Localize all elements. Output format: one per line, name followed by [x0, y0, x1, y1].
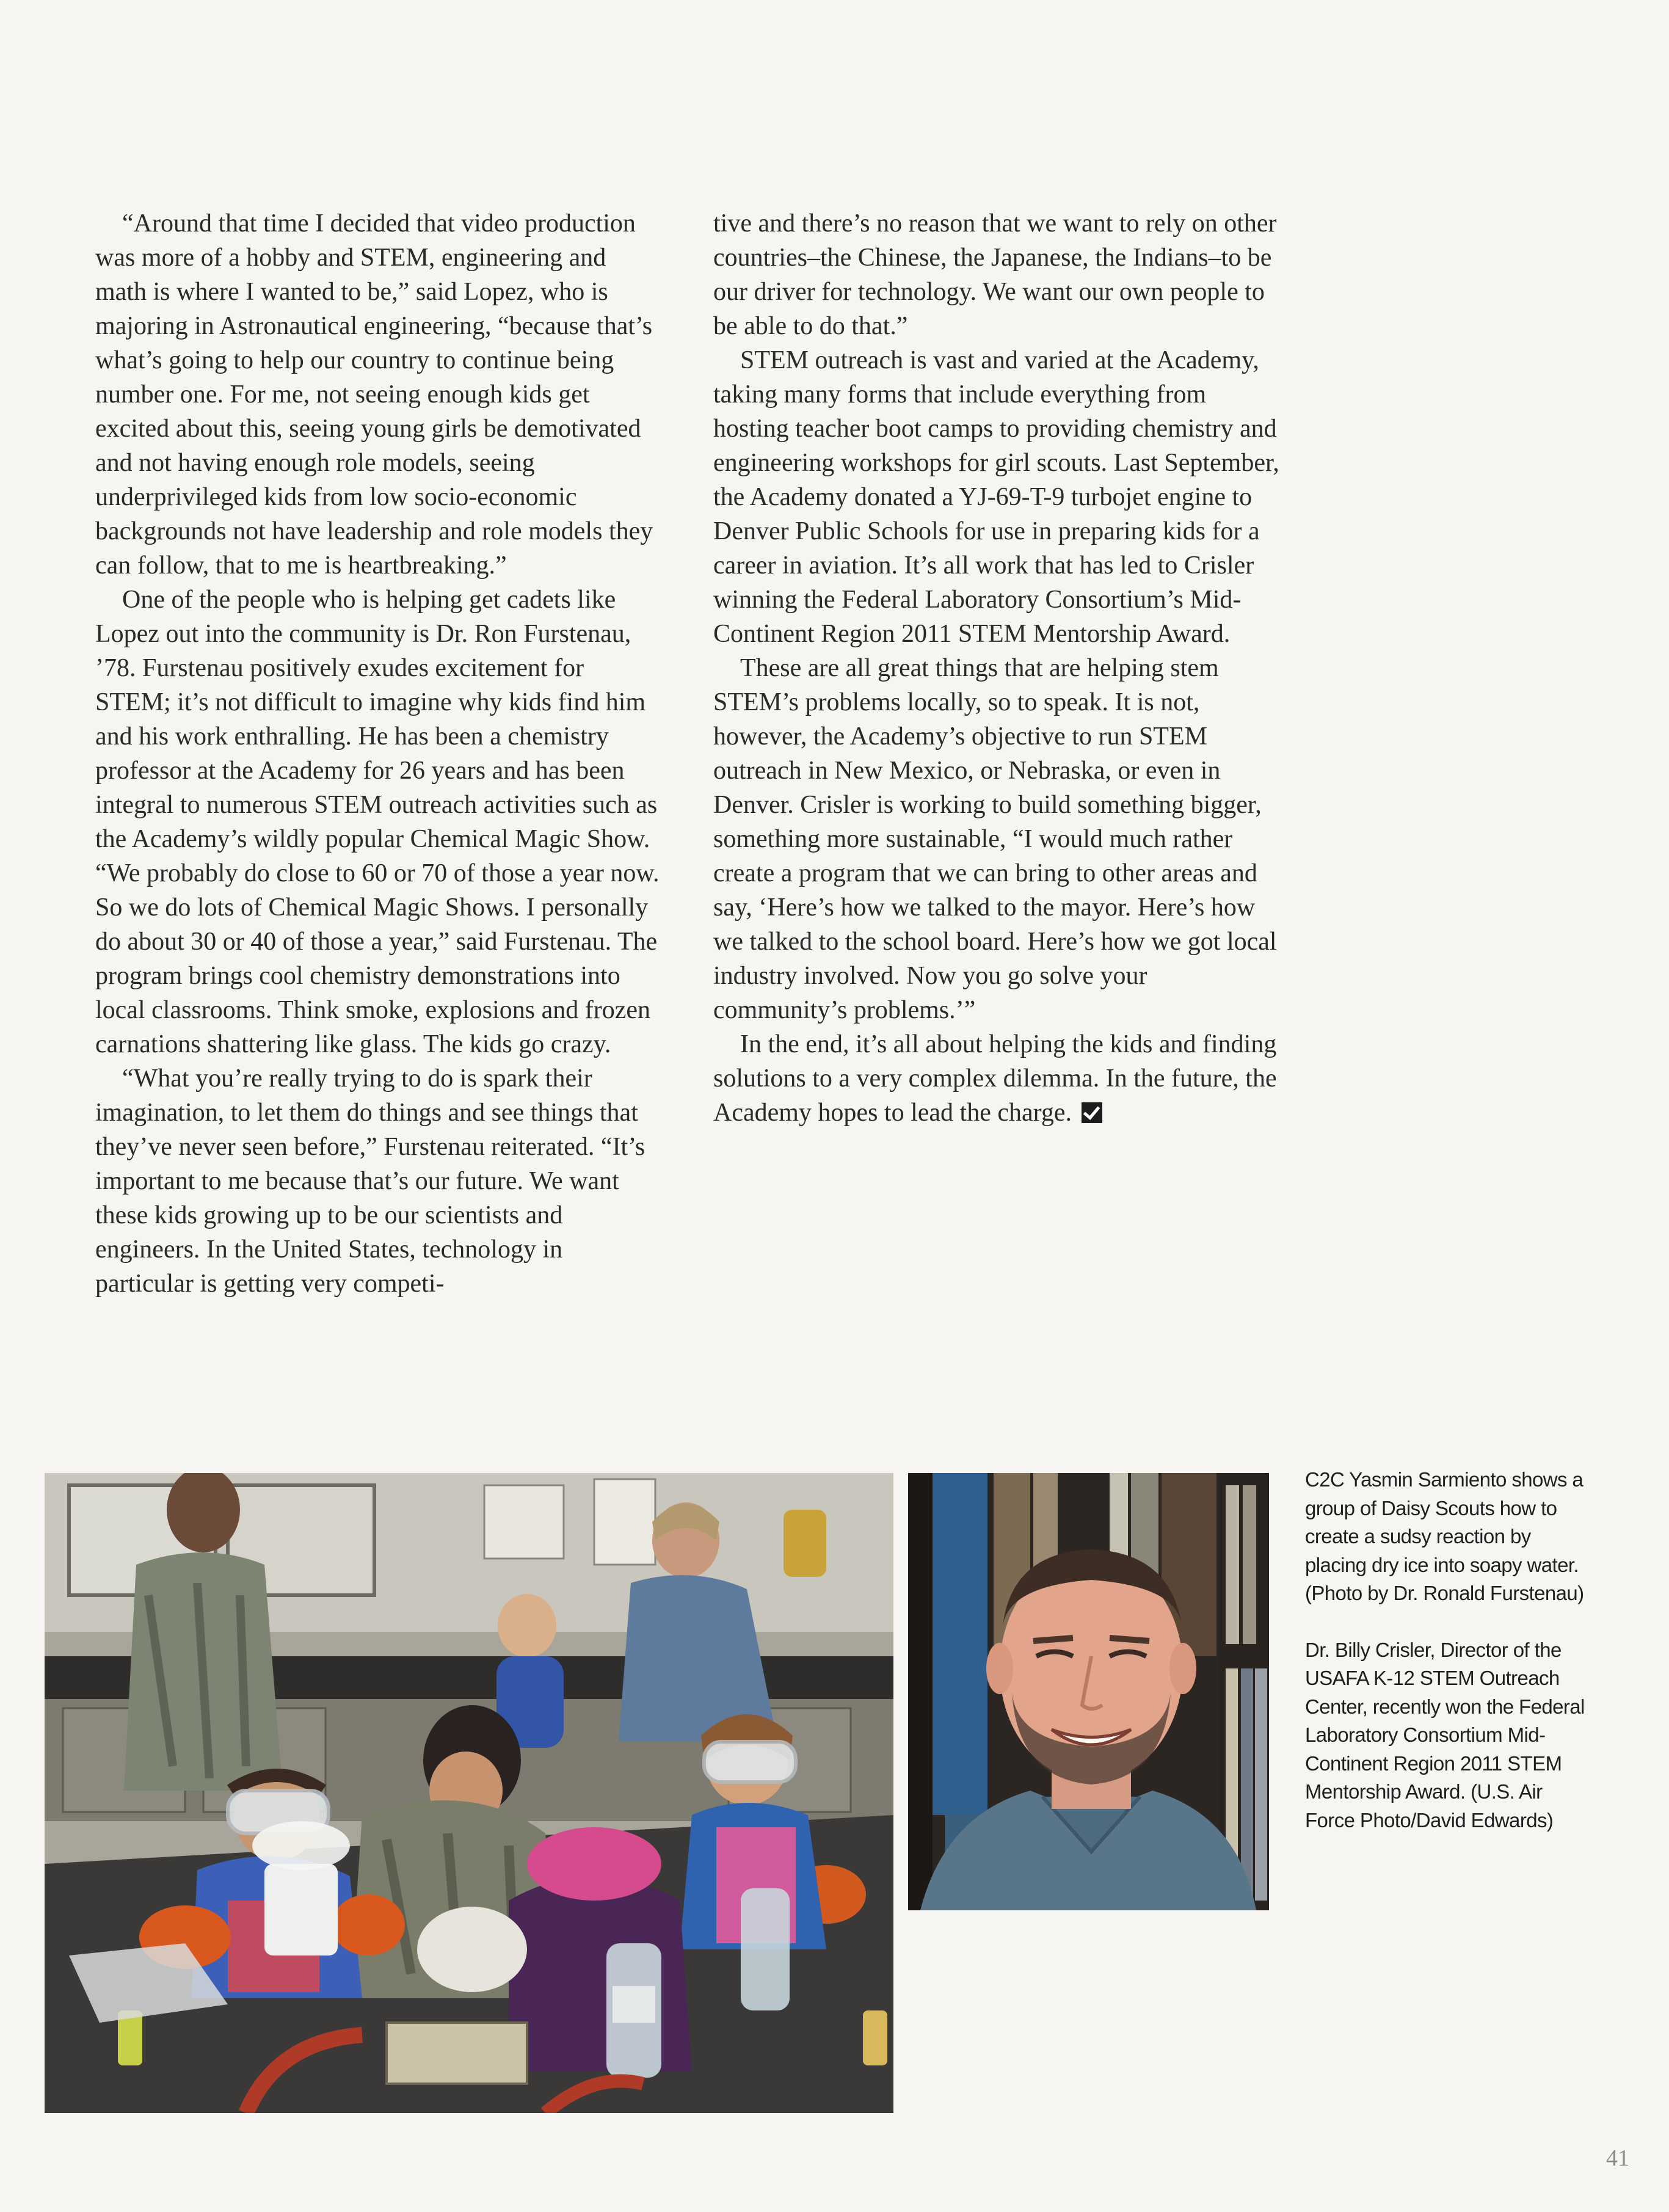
caption-portrait: Dr. Billy Crisler, Director of the USAFA K-12 STEM Outreach Center, recently won the Federal Laboratory Consortium Mid-Continent Region 2011 STEM Mentorship Award. (U.S. Air Force Photo/David Edwards) — [1305, 1638, 1585, 1832]
caption-lab-photo: C2C Yasmin Sarmiento shows a group of Daisy Scouts how to create a sudsy reaction by placing dry ice into soapy water. (Photo by Dr. Ronald Furstenau) — [1305, 1468, 1584, 1604]
paragraph-furstenau-intro: One of the people who is helping get cadets like Lopez out into the community is Dr. Ron Furstenau, ’78. Furstenau positively exudes excitement for STEM; it’s not difficult to imagine why kids find him and his work enthralling. He has been a chemistry professor at the Academy for 26 years and has been integral to numerous STEM outreach activities such as the Academy’s wildly popular Chemical Magic Show. “We probably do close to 60 or 70 of those a year now. So we do lots of Chemical Magic Shows. I personally do about 30 or 40 of those a year,” said Furstenau. The program brings cool chemistry demonstrations into local classrooms. Think smoke, explosions and frozen carnations shattering like glass. The kids go crazy. — [95, 586, 660, 1058]
portrait-photo-image — [908, 1473, 1269, 1910]
paragraph-furstenau-quote: “What you’re really trying to do is spark their imagination, to let them do things and see things that they’ve never seen before,” Furstenau reiterated. “It’s important to me because that’s our future. We want these kids growing up to be our scientists and engineers. In the United States, technology in particular is getting very competi- — [95, 1064, 645, 1298]
article-column-left — [95, 206, 663, 1301]
paragraph-continuation: tive and there’s no reason that we want to rely on other countries–the Chinese, the Japanese, the Indians–to be our driver for technology. We want our own people to be able to do that.” — [713, 209, 1277, 340]
photo-captions — [1305, 1466, 1592, 1863]
conclusion-text: In the end, it’s all about helping the kids and finding solutions to a very complex dilemma. In the future, the Academy hopes to lead the charge. — [713, 1030, 1277, 1127]
portrait-photo — [908, 1473, 1269, 1910]
paragraph-stem-outreach: STEM outreach is vast and varied at the Academy, taking many forms that include everything from hosting teacher boot camps to providing chemistry and engineering workshops for girl scouts. Last September, the Academy donated a YJ-69-T-9 turbojet engine to Denver Public Schools for use in preparing kids for a career in aviation. It’s all work that has led to Crisler winning the Federal Laboratory Consortium’s Mid-Continent Region 2011 STEM Mentorship Award. — [713, 346, 1279, 648]
page-number: 41 — [1606, 2145, 1629, 2171]
lab-photo — [45, 1473, 893, 2113]
paragraph-crisler-program: These are all great things that are helping stem STEM’s problems locally, so to speak. It is not, however, the Academy’s objective to run STEM outreach in New Mexico, or Nebraska, or even in Denver. Crisler is working to build something bigger, something more sustainable, “I would much rather create a program that we can bring to other areas and say, ‘Here’s how we talked to the mayor. Here’s how we talked to the school board. Here’s how we got local industry involved. Now you go solve your community’s problems.’” — [713, 654, 1277, 1024]
lab-photo-image — [45, 1473, 893, 2113]
paragraph-lopez-quote: “Around that time I decided that video production was more of a hobby and STEM, engineering and math is where I wanted to be,” said Lopez, who is majoring in Astronautical engineering, “because that’s what’s going to help our country to continue being number one. For me, not seeing enough kids get excited about this, seeing young girls be demotivated and not having enough role models, seeing underprivileged kids from low socio-economic backgrounds not have leadership and role models they can follow, that to me is heartbreaking.” — [95, 209, 653, 580]
article-column-right — [713, 206, 1281, 1130]
paragraph-conclusion — [713, 1027, 1281, 1130]
checkbox-check-icon — [1082, 1102, 1102, 1123]
